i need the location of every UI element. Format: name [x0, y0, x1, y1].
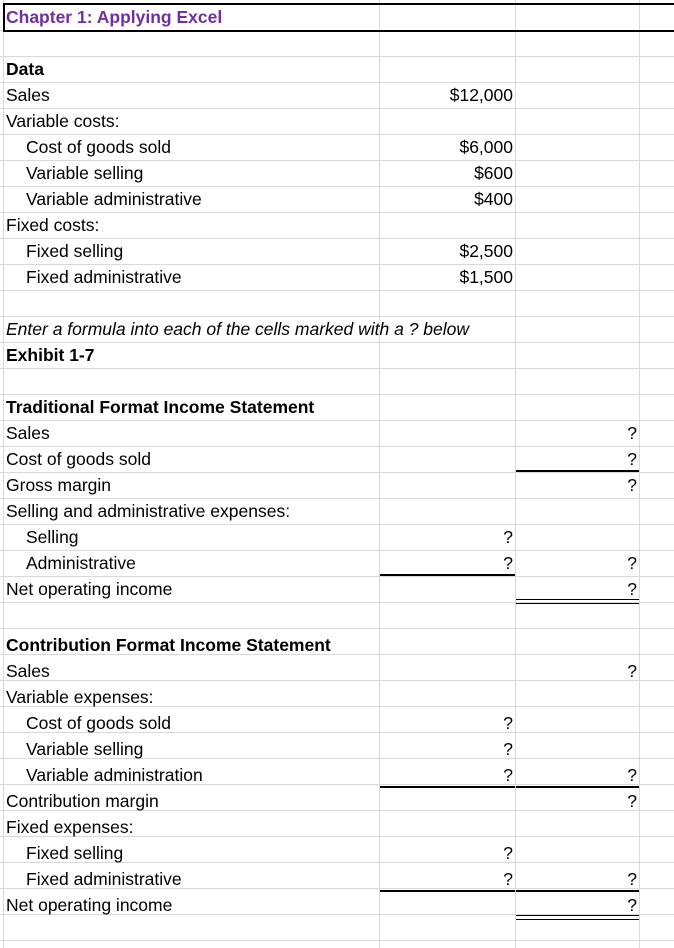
trad-sales-cell[interactable]: ? [627, 423, 637, 443]
data-sales-value[interactable]: $12,000 [449, 85, 513, 105]
data-fixed-selling-label: Fixed selling [26, 241, 124, 261]
data-fixed-admin-value[interactable]: $1,500 [459, 267, 513, 287]
contrib-var-selling-label: Variable selling [26, 739, 144, 759]
contrib-fixed-admin-cell[interactable]: ? [503, 869, 513, 889]
data-heading: Data [6, 59, 44, 79]
contrib-noi-label: Net operating income [6, 895, 173, 915]
data-var-admin-value[interactable]: $400 [474, 189, 513, 209]
contrib-cm-cell[interactable]: ? [627, 791, 637, 811]
contrib-noi-double-underline [516, 915, 639, 920]
data-fixed-costs-label: Fixed costs: [6, 215, 100, 235]
sheet-title: Chapter 1: Applying Excel [6, 7, 223, 27]
data-fixed-selling-value[interactable]: $2,500 [459, 241, 513, 261]
data-fixed-admin-label: Fixed administrative [26, 267, 182, 287]
traditional-heading: Traditional Format Income Statement [6, 397, 315, 417]
contrib-cogs-cell[interactable]: ? [503, 713, 513, 733]
trad-selling-cell[interactable]: ? [503, 527, 513, 547]
trad-sga-total-cell[interactable]: ? [627, 553, 637, 573]
contrib-var-admin-underline [380, 786, 515, 788]
trad-noi-double-underline [516, 599, 639, 604]
contrib-var-selling-cell[interactable]: ? [503, 739, 513, 759]
data-variable-costs-label: Variable costs: [6, 111, 120, 131]
contrib-fixed-selling-label: Fixed selling [26, 843, 124, 863]
contrib-fixed-admin-label: Fixed administrative [26, 869, 182, 889]
data-cogs-value[interactable]: $6,000 [459, 137, 513, 157]
data-var-selling-value[interactable]: $600 [474, 163, 513, 183]
contrib-var-total-underline [516, 786, 639, 788]
trad-admin-underline [380, 574, 515, 576]
trad-cogs-label: Cost of goods sold [6, 449, 151, 469]
trad-cogs-underline [516, 470, 639, 472]
trad-cogs-cell[interactable]: ? [627, 449, 637, 469]
contrib-var-admin-cell[interactable]: ? [503, 765, 513, 785]
contrib-var-admin-label: Variable administration [26, 765, 203, 785]
trad-selling-label: Selling [26, 527, 79, 547]
data-var-selling-label: Variable selling [26, 163, 144, 183]
contrib-sales-label: Sales [6, 661, 50, 681]
exhibit-label: Exhibit 1-7 [6, 345, 95, 365]
contrib-sales-cell[interactable]: ? [627, 661, 637, 681]
contrib-noi-cell[interactable]: ? [627, 895, 637, 915]
contrib-fixed-expenses-label: Fixed expenses: [6, 817, 134, 837]
contrib-variable-expenses-label: Variable expenses: [6, 687, 154, 707]
trad-gross-margin-cell[interactable]: ? [627, 475, 637, 495]
trad-sales-label: Sales [6, 423, 50, 443]
data-var-admin-label: Variable administrative [26, 189, 202, 209]
contribution-heading: Contribution Format Income Statement [6, 635, 331, 655]
data-cogs-label: Cost of goods sold [26, 137, 171, 157]
trad-admin-label: Administrative [26, 553, 136, 573]
contrib-fixed-admin-underline [380, 890, 515, 892]
trad-noi-cell[interactable]: ? [627, 579, 637, 599]
contrib-fixed-total-underline [516, 890, 639, 892]
data-sales-label: Sales [6, 85, 50, 105]
contrib-fixed-selling-cell[interactable]: ? [503, 843, 513, 863]
trad-noi-label: Net operating income [6, 579, 173, 599]
trad-gross-margin-label: Gross margin [6, 475, 112, 495]
contrib-var-total-cell[interactable]: ? [627, 765, 637, 785]
instruction-text: Enter a formula into each of the cells marked with a ? below [6, 319, 470, 339]
trad-sga-label: Selling and administrative expenses: [6, 501, 291, 521]
contrib-fixed-total-cell[interactable]: ? [627, 869, 637, 889]
trad-admin-cell[interactable]: ? [503, 553, 513, 573]
contrib-cogs-label: Cost of goods sold [26, 713, 171, 733]
contrib-cm-label: Contribution margin [6, 791, 159, 811]
